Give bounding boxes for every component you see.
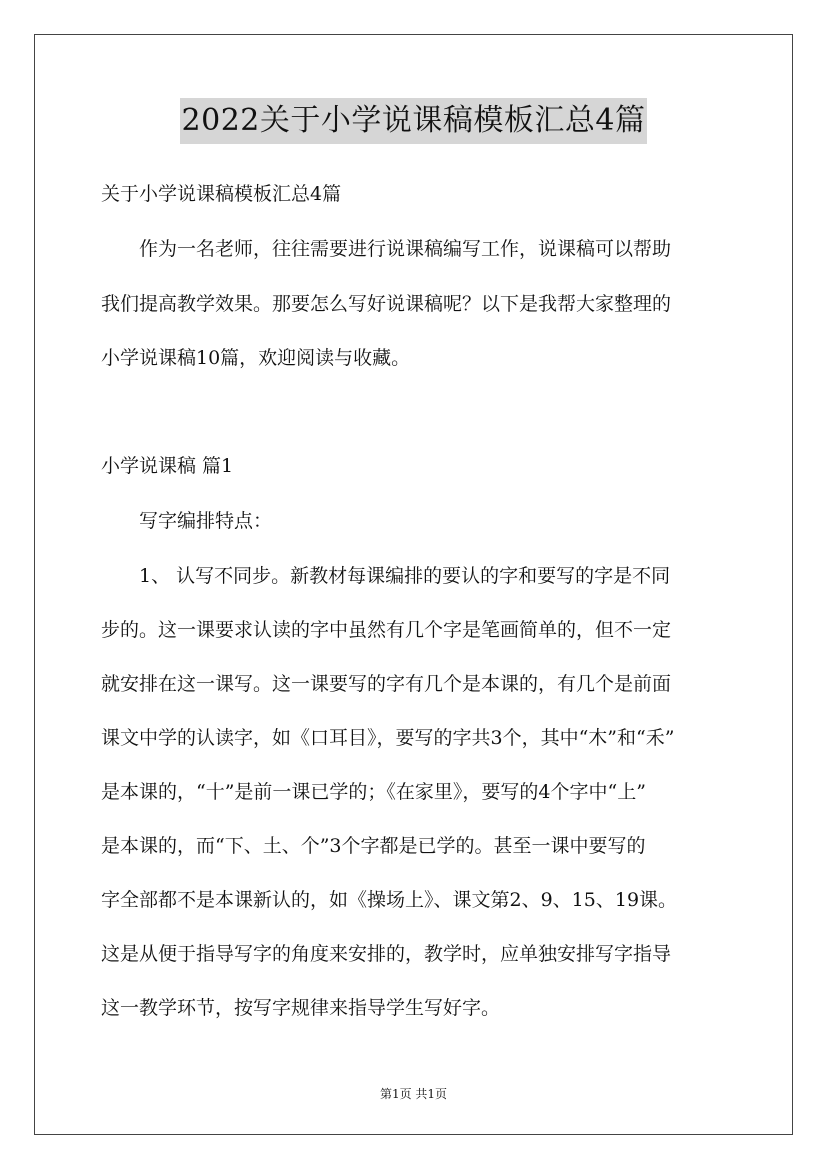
body-line-7: 字全部都不是本课新认的，如《操场上》、课文第2、9、15、19课。 <box>101 889 678 911</box>
intro-line-1: 作为一名老师，往往需要进行说课稿编写工作，说课稿可以帮助 <box>101 238 672 260</box>
body-line-3: 就安排在这一课写。这一课要写的字有几个是本课的，有几个是前面 <box>101 673 672 695</box>
section-heading: 小学说课稿 篇1 <box>101 455 234 477</box>
document-title: 2022关于小学说课稿模板汇总4篇 <box>180 98 648 144</box>
body-line-9: 这一教学环节，按写字规律来指导学生写好字。 <box>101 997 501 1019</box>
body-line-1: 1、 认写不同步。新教材每课编排的要认的字和要写的字是不同 <box>101 565 671 587</box>
intro-line-3: 小学说课稿10篇，欢迎阅读与收藏。 <box>101 347 411 369</box>
body-line-6: 是本课的，而“下、土、个”3个字都是已学的。甚至一课中要写的 <box>101 835 646 857</box>
body-line-8: 这是从便于指导写字的角度来安排的，教学时，应单独安排写字指导 <box>101 943 672 965</box>
page-footer: 第1页 共1页 <box>379 1087 448 1101</box>
intro-line-2: 我们提高教学效果。那要怎么写好说课稿呢？以下是我帮大家整理的 <box>101 293 672 315</box>
body-line-4: 课文中学的认读字，如《口耳目》，要写的字共3个，其中“木”和“禾” <box>101 727 675 749</box>
subtitle-line: 关于小学说课稿模板汇总4篇 <box>101 183 342 205</box>
sub-heading: 写字编排特点： <box>101 510 273 532</box>
body-line-5: 是本课的，“十”是前一课已学的；《在家里》，要写的4个字中“上” <box>101 781 646 803</box>
body-line-2: 步的。这一课要求认读的字中虽然有几个字是笔画简单的，但不一定 <box>101 619 672 641</box>
title-container <box>0 98 827 144</box>
